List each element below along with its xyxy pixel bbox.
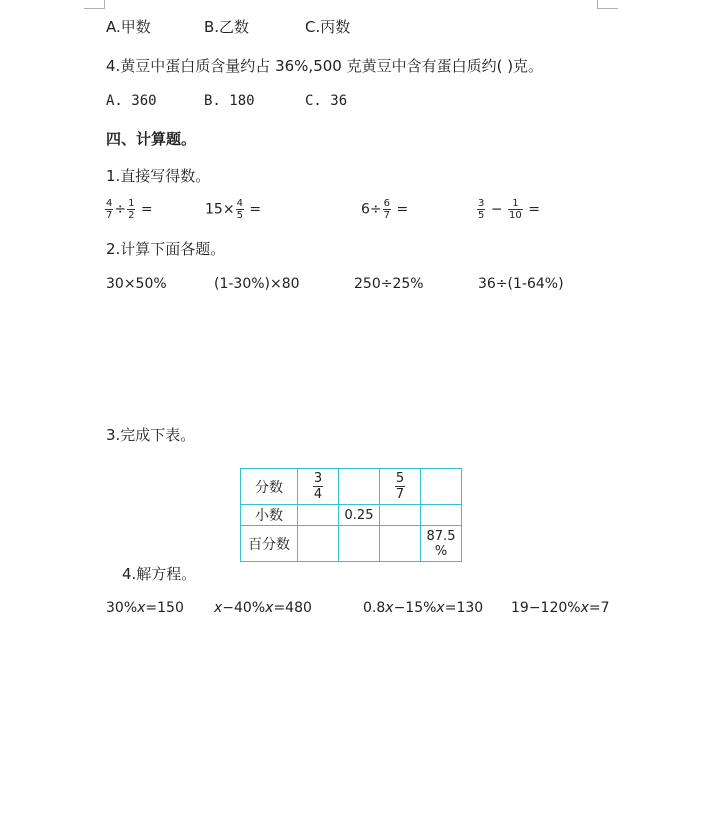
table-row	[241, 505, 462, 526]
table-cell	[380, 469, 421, 505]
fraction: $\frac{6}{7}$	[383, 198, 391, 221]
percent-value: 87.5	[426, 528, 456, 544]
fraction: $\frac{1}{10}$	[509, 198, 522, 221]
conversion-table	[240, 468, 462, 562]
table-cell-empty[interactable]	[339, 526, 380, 562]
table-cell-empty[interactable]	[421, 469, 462, 505]
table-cell-empty[interactable]	[380, 505, 421, 526]
fraction: $\frac{3}{5}$	[478, 198, 485, 221]
calc-expression-2: (1-30%)×80	[214, 276, 300, 292]
q4-option-c: C. 36	[305, 93, 348, 109]
fraction: $\frac{4}{7}$	[106, 198, 113, 221]
table-cell: 0.25	[339, 505, 380, 526]
fraction: $\frac{5}{7}$	[395, 471, 405, 502]
equation-1: 30%x=150	[106, 600, 184, 616]
part1-title: 1.直接写得数。	[106, 167, 211, 185]
fraction: $\frac{1}{2}$	[128, 198, 135, 221]
table-cell-empty[interactable]	[421, 505, 462, 526]
table-cell-empty[interactable]	[298, 505, 339, 526]
calc-item-4: $\frac{3}{5}$ − $\frac{1}{10}$ =	[478, 198, 540, 221]
calc-item-1: $\frac{4}{7}$ ÷ $\frac{1}{2}$ =	[106, 198, 153, 221]
part2-title: 2.计算下面各题。	[106, 240, 226, 258]
calc-item-2: 15× $\frac{4}{5}$ =	[205, 198, 262, 221]
q3-option-a: A.甲数	[106, 18, 151, 36]
calc-item-3: 6÷ $\frac{6}{7}$ =	[361, 198, 409, 221]
table-cell	[298, 469, 339, 505]
calc-expression-1: 30×50%	[106, 276, 167, 292]
table-cell-empty[interactable]	[380, 526, 421, 562]
q4-question: 4.黄豆中蛋白质含量约占 36%,500 克黄豆中含有蛋白质约( )克。	[106, 57, 544, 75]
calc-expression-4: 36÷(1-64%)	[478, 276, 564, 292]
equation-2: x−40%x=480	[214, 600, 312, 616]
percent-sign: %	[434, 543, 448, 559]
q4-option-b: B. 180	[204, 93, 255, 109]
section-title: 四、计算题。	[106, 130, 197, 148]
part4-title: 4.解方程。	[122, 565, 197, 583]
table-cell-empty[interactable]	[339, 469, 380, 505]
part3-title: 3.完成下表。	[106, 426, 196, 444]
q3-option-b: B.乙数	[204, 18, 250, 36]
page-corner-mark-right	[597, 0, 618, 9]
table-cell	[421, 526, 462, 562]
fraction: $\frac{3}{4}$	[313, 471, 323, 502]
row-label-fraction: 分数	[241, 469, 298, 505]
table-row	[241, 469, 462, 505]
q4-option-a: A. 360	[106, 93, 157, 109]
table-cell-empty[interactable]	[298, 526, 339, 562]
equation-3: 0.8x−15%x=130	[363, 600, 484, 616]
fraction: $\frac{4}{5}$	[236, 198, 243, 221]
page-corner-mark-left	[84, 0, 105, 9]
row-label-decimal: 小数	[241, 505, 298, 526]
table-row	[241, 526, 462, 562]
equation-4: 19−120%x=7	[511, 600, 610, 616]
q3-option-c: C.丙数	[305, 18, 351, 36]
row-label-percent: 百分数	[241, 526, 298, 562]
calc-expression-3: 250÷25%	[354, 276, 424, 292]
